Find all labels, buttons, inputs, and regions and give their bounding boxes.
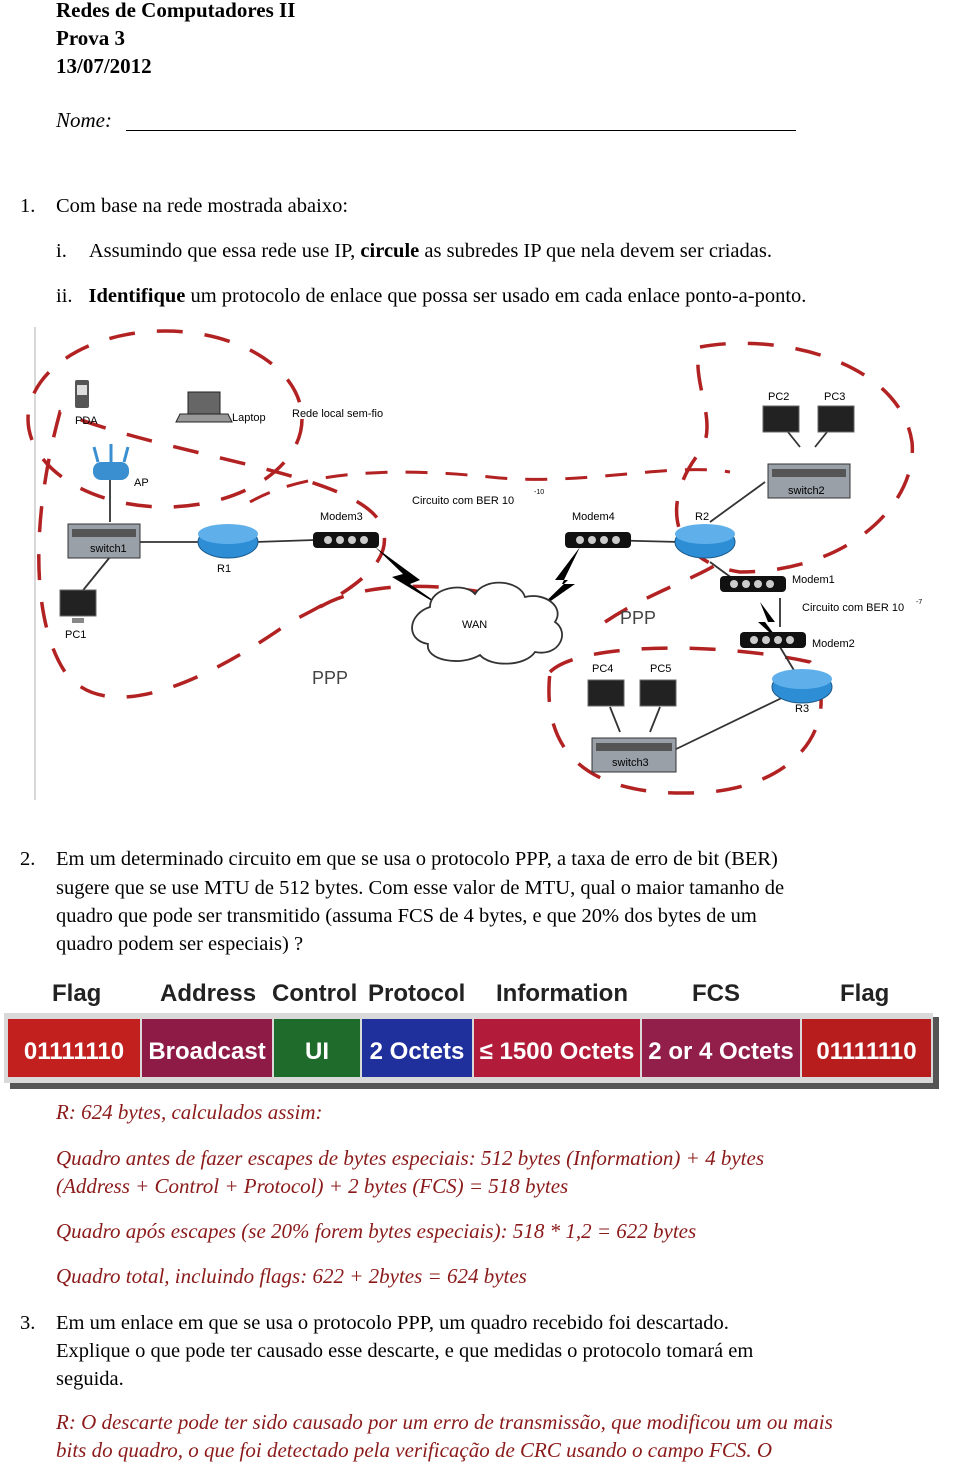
label-pc5: PC5: [650, 663, 672, 675]
q2-line-2: sugere que se use MTU de 512 bytes. Com esse valor de MTU, qual o maior tamanho de: [56, 877, 785, 899]
q1-item-i-number: i.: [56, 240, 67, 262]
label-r3: R3: [795, 703, 810, 715]
frame-cell-label-1: Broadcast: [148, 1038, 266, 1065]
ppp-frame-diagram: [4, 975, 939, 1090]
q1-number: 1.: [20, 195, 36, 217]
frame-header-4: Information: [496, 980, 628, 1007]
name-label: Nome:: [56, 108, 112, 132]
frame-header-6: Flag: [840, 980, 890, 1007]
label-ppp-left: PPP: [312, 668, 349, 688]
answer3-line-1: R: O descarte pode ter sido causado por um erro de transmissão, que modificou um ou mais: [56, 1410, 833, 1434]
label-circuit-top-exp: -10: [534, 489, 545, 496]
answer2-line-4: Quadro após escapes (se 20% forem bytes especiais): 518 * 1,2 = 622 bytes: [56, 1219, 697, 1243]
frame-header-0: Flag: [52, 980, 102, 1007]
frame-cell-label-0: 01111110: [23, 1038, 125, 1065]
q1-item-ii: [56, 282, 806, 310]
label-pda: PDA: [75, 415, 98, 427]
frame-cell-label-2: UI: [305, 1038, 329, 1065]
answer3-line-2: bits do quadro, o que foi detectado pela verificação de CRC usando o campo FCS. O: [56, 1438, 773, 1462]
course-title: Redes de Computadores II: [56, 0, 296, 22]
label-switch2: switch2: [788, 485, 825, 497]
label-circuit-right: Circuito com BER 10: [802, 602, 905, 614]
q1-item-i: [56, 237, 772, 265]
label-switch3: switch3: [612, 757, 649, 769]
q2-line-4: quadro podem ser especiais) ?: [56, 933, 304, 955]
q1-item-i-post: as subredes IP que nela devem ser criadas.: [419, 240, 772, 262]
label-wireless-lan: Rede local sem-fio: [292, 408, 384, 420]
q3-line-1: Em um enlace em que se usa o protocolo PPP, um quadro recebido foi descartado.: [56, 1312, 729, 1334]
label-circuit-top: Circuito com BER 10: [412, 495, 515, 507]
label-pc3: PC3: [824, 391, 846, 403]
label-wan: WAN: [462, 619, 488, 631]
answer2-line-1: R: 624 bytes, calculados assim:: [56, 1100, 323, 1124]
label-modem1: Modem1: [792, 574, 835, 586]
label-modem4: Modem4: [572, 511, 615, 523]
label-modem2: Modem2: [812, 638, 855, 650]
q1-item-ii-bold: Identifique: [88, 285, 186, 307]
q3-line-2: Explique o que pode ter causado esse descarte, e que medidas o protocolo tomará em: [56, 1340, 754, 1362]
frame-cell-label-6: 01111110: [816, 1038, 917, 1065]
answer2-line-5: Quadro total, incluindo flags: 622 + 2bytes = 624 bytes: [56, 1264, 527, 1288]
answer2-line-3: (Address + Control + Protocol) + 2 bytes (FCS) = 518 bytes: [56, 1174, 569, 1198]
label-circuit-right-exp: -7: [916, 599, 923, 606]
frame-cell-label-5: 2 or 4 Octets: [648, 1038, 794, 1065]
frame-cell-label-4: ≤ 1500 Octets: [479, 1038, 635, 1065]
label-modem3: Modem3: [320, 511, 363, 523]
label-pc1: PC1: [65, 629, 87, 641]
label-pc2: PC2: [768, 391, 790, 403]
label-laptop: Laptop: [232, 412, 266, 424]
q1-item-i-pre: Assumindo que essa rede use IP,: [88, 240, 361, 262]
q3-line-3: seguida.: [56, 1368, 124, 1390]
frame-header-5: FCS: [692, 980, 740, 1007]
q1-text: Com base na rede mostrada abaixo:: [56, 195, 349, 217]
frame-header-1: Address: [160, 980, 257, 1007]
name-line: [126, 130, 796, 131]
label-switch1: switch1: [90, 543, 127, 555]
q2-number: 2.: [20, 848, 36, 870]
label-r2: R2: [695, 511, 710, 523]
q1-item-i-bold: circule: [360, 240, 420, 262]
label-ap: AP: [134, 477, 149, 489]
exam-title: Prova 3: [56, 26, 126, 50]
q1-item-ii-post: um protocolo de enlace que possa ser usado em cada enlace ponto-a-ponto.: [185, 285, 807, 307]
exam-date: 13/07/2012: [56, 54, 152, 78]
label-r1: R1: [217, 563, 232, 575]
frame-header-3: Protocol: [368, 980, 466, 1007]
frame-cell-label-3: 2 Octets: [369, 1038, 465, 1065]
q2-line-3: quadro que pode ser transmitido (assuma FCS de 4 bytes, e que 20% dos bytes de um: [56, 905, 757, 927]
label-ppp-right: PPP: [620, 608, 657, 628]
answer2-line-2: Quadro antes de fazer escapes de bytes especiais: 512 bytes (Information) + 4 bytes: [56, 1146, 764, 1170]
q2-line-1: Em um determinado circuito em que se usa o protocolo PPP, a taxa de erro de bit (BER): [56, 848, 778, 870]
label-pc4: PC4: [592, 663, 614, 675]
q3-number: 3.: [20, 1312, 36, 1334]
frame-header-2: Control: [272, 980, 358, 1007]
q1-item-ii-number: ii.: [56, 285, 73, 307]
network-diagram: [20, 322, 940, 804]
